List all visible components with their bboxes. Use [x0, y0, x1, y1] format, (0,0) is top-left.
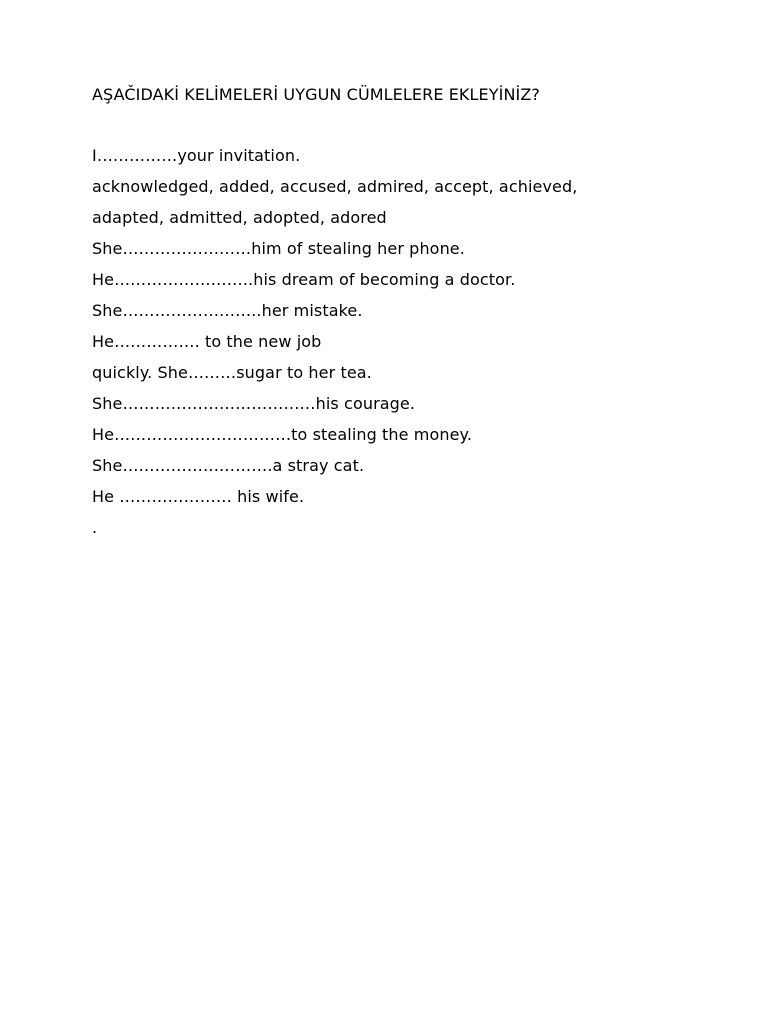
worksheet-line: She……………………him of stealing her phone. — [92, 239, 465, 258]
worksheet-line: She……………………….a stray cat. — [92, 456, 365, 475]
worksheet-line: He……………………..his dream of becoming a doctor. — [92, 270, 516, 289]
worksheet-line: He ………………… his wife. — [92, 487, 305, 506]
worksheet-title: AŞAČIDAKİ KELİMELERİ UYGUN CÜMLELERE EKLEYİNİZ? — [92, 85, 540, 104]
worksheet-line: . — [92, 518, 98, 537]
word-bank-line: acknowledged, added, accused, admired, accept, achieved, — [92, 177, 578, 196]
worksheet-line: She………………………………his courage. — [92, 394, 416, 413]
worksheet-line: She……………………..her mistake. — [92, 301, 363, 320]
worksheet-lines — [92, 145, 577, 548]
word-bank-line: adapted, admitted, adopted, adored — [92, 208, 387, 227]
worksheet-line: He……………. to the new job — [92, 332, 322, 351]
worksheet-line: I……………your invitation. — [92, 146, 301, 165]
worksheet-line: quickly. She………sugar to her tea. — [92, 363, 372, 382]
worksheet-line: He……………………………to stealing the money. — [92, 425, 473, 444]
